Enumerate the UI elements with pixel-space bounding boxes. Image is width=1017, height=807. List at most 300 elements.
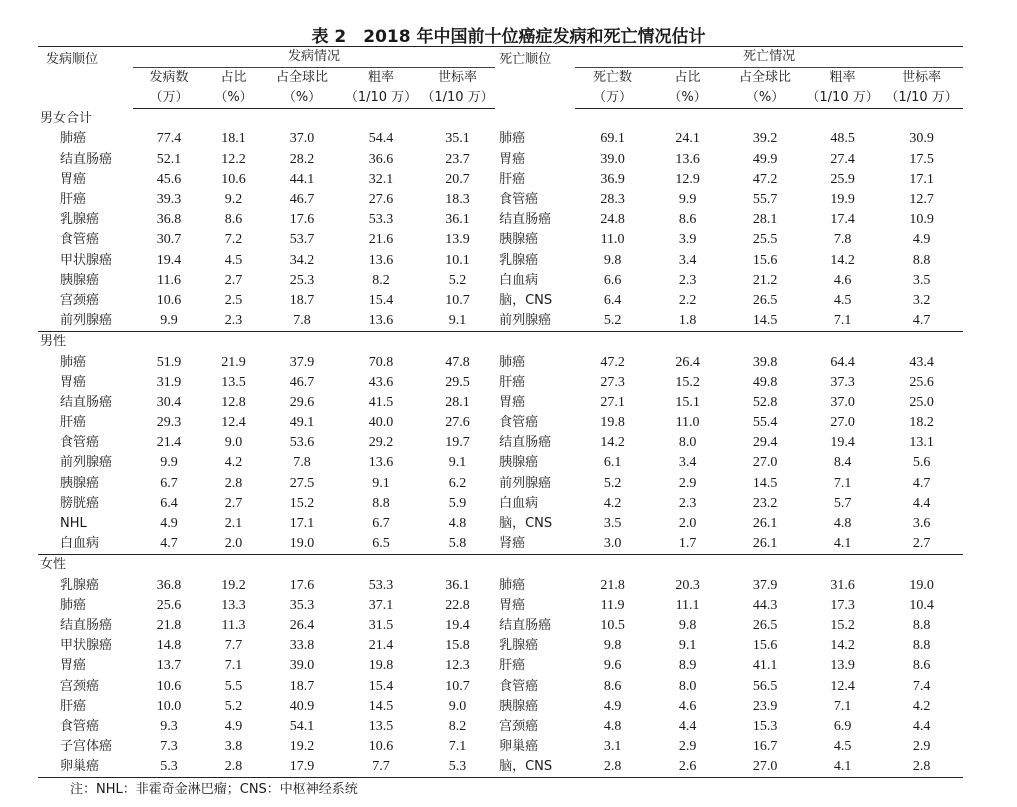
mortality-crude-rate-cell: 15.2 xyxy=(830,617,855,633)
incidence-crude-rate-cell: 53.3 xyxy=(368,212,394,228)
mortality-asr-cell: 4.9 xyxy=(912,232,931,248)
incidence-cancer-cell: 卵巢癌 xyxy=(38,757,133,778)
mortality-share-cell: 2.2 xyxy=(678,292,697,308)
incidence-global-share-cell: 7.8 xyxy=(293,455,311,471)
table-note: 注：NHL：非霍奇金淋巴瘤；CNS：中枢神经系统 xyxy=(70,782,358,797)
incidence-asr-cell: 19.7 xyxy=(445,435,470,451)
incidence-cancer-cell: 胰腺癌 xyxy=(60,272,100,288)
mortality-crude-rate-cell: 27.0 xyxy=(830,415,855,431)
mortality-share-cell: 11.0 xyxy=(675,415,700,431)
incidence-count-cell: 31.9 xyxy=(156,374,182,390)
incidence-crude-rate-cell: 6.5 xyxy=(342,534,420,555)
mortality-crude-rate-cell: 4.5 xyxy=(833,292,852,308)
incidence-global-share-cell: 53.7 xyxy=(289,232,315,248)
table-row xyxy=(38,230,963,250)
mortality-asr-cell: 4.7 xyxy=(912,475,931,491)
incidence-share-cell: 12.2 xyxy=(221,151,246,167)
mortality-global-share-cell: 26.1 xyxy=(725,534,805,555)
mortality-count-cell: 3.5 xyxy=(603,516,622,532)
incidence-share-cell: 21.9 xyxy=(221,354,246,370)
incidence-global-share-cell: 17.1 xyxy=(289,516,315,532)
mortality-crude-rate-cell: 19.4 xyxy=(830,435,855,451)
incidence-share-cell: 13.5 xyxy=(221,374,246,390)
mortality-count-cell: 39.0 xyxy=(600,151,625,167)
incidence-cancer-cell: 甲状腺癌 xyxy=(60,252,113,268)
incidence-global-share-cell: 19.2 xyxy=(289,739,315,755)
mortality-share-cell: 4.4 xyxy=(678,718,697,734)
mortality-col-header-label: 死亡数 xyxy=(593,70,633,86)
incidence-crude-rate-cell: 21.6 xyxy=(368,232,394,248)
table-row xyxy=(38,251,963,271)
incidence-cancer-cell: 乳腺癌 xyxy=(60,212,100,228)
mortality-cancer-cell: 乳腺癌 xyxy=(499,638,539,654)
mortality-share-cell: 8.6 xyxy=(678,212,697,228)
mortality-global-share-cell: 15.6 xyxy=(752,252,778,268)
incidence-count-cell: 51.9 xyxy=(156,354,182,370)
incidence-cancer-cell: 肝癌 xyxy=(60,415,87,431)
mortality-crude-rate-cell: 5.7 xyxy=(833,495,852,511)
mortality-asr-cell: 18.2 xyxy=(909,415,934,431)
incidence-count-cell: 36.8 xyxy=(156,212,182,228)
incidence-share-cell: 3.8 xyxy=(224,739,243,755)
mortality-share-cell: 9.9 xyxy=(678,192,697,208)
incidence-cancer-cell: 子宫体癌 xyxy=(60,739,113,755)
table-title: 表 2 2018 年中国前十位癌症发病和死亡情况估计 xyxy=(311,27,706,47)
mortality-asr-cell: 4.4 xyxy=(912,495,931,511)
incidence-crude-rate-cell: 6.7 xyxy=(372,516,390,532)
mortality-cancer-cell: 脑，CNS xyxy=(499,516,553,532)
incidence-share-cell: 2.3 xyxy=(205,311,262,332)
mortality-asr-cell: 25.0 xyxy=(909,394,934,410)
incidence-crude-rate-cell: 15.4 xyxy=(368,292,394,308)
incidence-count-cell: 10.6 xyxy=(156,678,182,694)
mortality-count-cell: 5.2 xyxy=(603,475,622,491)
section-label: 女性 xyxy=(40,557,67,573)
mortality-crude-rate-cell: 37.0 xyxy=(830,394,855,410)
mortality-share-cell: 15.2 xyxy=(675,374,700,390)
incidence-cancer-cell: 肺癌 xyxy=(60,354,87,370)
table-row xyxy=(38,170,963,190)
mortality-asr-cell: 10.4 xyxy=(909,597,934,613)
incidence-cancer-cell: 宫颈癌 xyxy=(60,678,100,694)
incidence-asr-cell: 19.4 xyxy=(445,617,470,633)
incidence-count-cell: 11.6 xyxy=(157,272,181,288)
incidence-share-cell: 10.6 xyxy=(221,171,246,187)
incidence-col-header-unit: （1/10 万） xyxy=(420,88,495,109)
incidence-crude-rate-cell: 37.1 xyxy=(368,597,394,613)
incidence-count-cell: 10.6 xyxy=(156,292,182,308)
mortality-share-cell: 2.9 xyxy=(678,739,697,755)
incidence-share-cell: 4.5 xyxy=(224,252,243,268)
section-header-row xyxy=(38,555,963,576)
mortality-cancer-cell: 胰腺癌 xyxy=(499,232,539,248)
mortality-global-share-cell: 25.5 xyxy=(752,232,778,248)
incidence-asr-cell: 5.3 xyxy=(420,757,495,778)
incidence-count-cell: 30.4 xyxy=(156,394,182,410)
table-row xyxy=(38,737,963,757)
incidence-share-cell: 2.5 xyxy=(224,292,243,308)
mortality-count-cell: 4.2 xyxy=(603,495,622,511)
mortality-col-header-label: 世标率 xyxy=(902,70,942,86)
incidence-share-cell: 4.2 xyxy=(224,455,243,471)
table-row xyxy=(38,413,963,433)
incidence-crude-rate-cell: 32.1 xyxy=(368,171,394,187)
mortality-share-cell: 15.1 xyxy=(675,394,700,410)
incidence-crude-rate-cell: 40.0 xyxy=(368,415,394,431)
incidence-asr-cell: 9.1 xyxy=(420,311,495,332)
incidence-count-cell: 21.8 xyxy=(156,617,182,633)
incidence-global-share-cell: 54.1 xyxy=(289,718,315,734)
incidence-share-cell: 5.5 xyxy=(224,678,243,694)
incidence-rank-header: 发病顺位 xyxy=(38,47,133,109)
incidence-share-cell: 7.1 xyxy=(224,658,243,674)
incidence-asr-cell: 10.7 xyxy=(445,292,470,308)
incidence-cancer-cell: 结直肠癌 xyxy=(60,617,113,633)
incidence-share-cell: 2.8 xyxy=(224,475,243,491)
incidence-asr-cell: 23.7 xyxy=(445,151,470,167)
mortality-col-header-unit: （1/10 万） xyxy=(805,88,880,109)
mortality-cancer-cell: 脑，CNS xyxy=(499,292,553,308)
incidence-share-cell: 9.0 xyxy=(224,435,243,451)
table-row xyxy=(38,636,963,656)
mortality-crude-rate-cell: 12.4 xyxy=(830,678,855,694)
mortality-share-cell: 8.9 xyxy=(678,658,697,674)
mortality-cancer-cell: 肺癌 xyxy=(499,577,526,593)
mortality-col-header-label: 粗率 xyxy=(829,70,856,86)
mortality-crude-rate-cell: 48.5 xyxy=(830,131,855,147)
mortality-cancer-cell: 肺癌 xyxy=(499,354,526,370)
incidence-global-share-cell: 37.9 xyxy=(289,354,315,370)
incidence-share-cell: 8.6 xyxy=(224,212,243,228)
incidence-crude-rate-cell: 10.6 xyxy=(368,739,394,755)
incidence-asr-cell: 5.9 xyxy=(448,495,467,511)
mortality-global-share-cell: 49.9 xyxy=(752,151,778,167)
mortality-share-cell: 1.7 xyxy=(650,534,725,555)
incidence-count-cell: 45.6 xyxy=(156,171,182,187)
mortality-global-share-cell: 21.2 xyxy=(752,272,778,288)
mortality-cancer-cell: 乳腺癌 xyxy=(499,252,539,268)
mortality-crude-rate-cell: 6.9 xyxy=(833,718,852,734)
mortality-asr-cell: 8.6 xyxy=(912,658,931,674)
mortality-global-share-cell: 52.8 xyxy=(752,394,778,410)
incidence-cancer-cell: 结直肠癌 xyxy=(60,394,113,410)
incidence-global-share-cell: 25.3 xyxy=(289,272,315,288)
incidence-crude-rate-cell: 13.6 xyxy=(342,311,420,332)
incidence-cancer-cell: 食管癌 xyxy=(60,435,100,451)
incidence-asr-cell: 27.6 xyxy=(445,415,470,431)
mortality-asr-cell: 12.7 xyxy=(909,192,934,208)
incidence-col-header-label: 粗率 xyxy=(367,70,394,86)
mortality-cancer-cell: 食管癌 xyxy=(499,415,539,431)
mortality-crude-rate-cell: 7.1 xyxy=(805,311,880,332)
incidence-asr-cell: 29.5 xyxy=(445,374,470,390)
mortality-share-cell: 2.3 xyxy=(678,272,697,288)
incidence-count-cell: 36.8 xyxy=(156,577,182,593)
mortality-crude-rate-cell: 25.9 xyxy=(830,171,855,187)
mortality-crude-rate-cell: 7.1 xyxy=(833,475,852,491)
table-row xyxy=(38,393,963,413)
incidence-cancer-cell: 肝癌 xyxy=(60,698,87,714)
mortality-count-cell: 4.9 xyxy=(603,698,622,714)
mortality-asr-cell: 2.7 xyxy=(880,534,963,555)
mortality-cancer-cell: 卵巢癌 xyxy=(499,739,539,755)
mortality-cancer-cell: 肾癌 xyxy=(495,534,575,555)
table-row xyxy=(38,616,963,636)
incidence-count-cell: 19.4 xyxy=(156,252,182,268)
mortality-global-share-cell: 15.6 xyxy=(752,638,778,654)
section-header-row xyxy=(38,332,963,353)
mortality-crude-rate-cell: 8.4 xyxy=(833,455,852,471)
mortality-count-cell: 47.2 xyxy=(600,354,625,370)
mortality-asr-cell: 4.2 xyxy=(912,698,931,714)
table-row xyxy=(38,474,963,494)
mortality-asr-cell: 4.4 xyxy=(912,718,931,734)
mortality-global-share-cell: 56.5 xyxy=(752,678,778,694)
mortality-count-cell: 8.6 xyxy=(603,678,622,694)
incidence-share-cell: 4.9 xyxy=(224,718,243,734)
incidence-global-share-cell: 29.6 xyxy=(289,394,315,410)
incidence-crude-rate-cell: 29.2 xyxy=(368,435,394,451)
incidence-count-cell: 29.3 xyxy=(156,415,182,431)
incidence-global-share-cell: 44.1 xyxy=(289,171,315,187)
incidence-asr-cell: 7.1 xyxy=(448,739,467,755)
incidence-count-cell: 10.0 xyxy=(156,698,182,714)
mortality-col-header-unit: （%） xyxy=(725,88,805,109)
mortality-share-cell: 3.4 xyxy=(678,252,697,268)
incidence-col-header-label: 占全球比 xyxy=(275,70,328,86)
mortality-asr-cell: 19.0 xyxy=(909,577,934,593)
mortality-asr-cell: 2.9 xyxy=(912,739,931,755)
mortality-crude-rate-cell: 7.1 xyxy=(833,698,852,714)
mortality-count-cell: 36.9 xyxy=(600,171,625,187)
incidence-cancer-cell: NHL xyxy=(60,516,87,532)
table-row xyxy=(38,291,963,311)
incidence-share-cell: 2.7 xyxy=(224,495,243,511)
incidence-global-share-cell: 33.8 xyxy=(289,638,315,654)
mortality-cancer-cell: 胰腺癌 xyxy=(499,698,539,714)
section-label: 男女合计 xyxy=(40,111,93,127)
incidence-global-share-cell: 34.2 xyxy=(289,252,315,268)
mortality-global-share-cell: 39.2 xyxy=(752,131,778,147)
mortality-cancer-cell: 肝癌 xyxy=(499,374,526,390)
mortality-global-share-cell: 16.7 xyxy=(752,739,778,755)
table-row xyxy=(38,373,963,393)
incidence-col-header-label: 发病数 xyxy=(149,70,189,86)
table-row xyxy=(38,514,963,534)
incidence-global-share-cell: 15.2 xyxy=(289,495,315,511)
incidence-count-cell: 9.9 xyxy=(133,311,205,332)
incidence-count-cell: 13.7 xyxy=(156,658,182,674)
mortality-global-share-cell: 55.7 xyxy=(752,192,778,208)
incidence-crude-rate-cell: 54.4 xyxy=(368,131,394,147)
mortality-cancer-cell: 胃癌 xyxy=(499,597,526,613)
incidence-global-share-cell: 46.7 xyxy=(289,192,315,208)
mortality-share-cell: 2.9 xyxy=(678,475,697,491)
incidence-crude-rate-cell: 70.8 xyxy=(368,354,394,370)
incidence-asr-cell: 22.8 xyxy=(445,597,470,613)
table-row xyxy=(38,717,963,737)
incidence-crude-rate-cell: 13.6 xyxy=(368,455,394,471)
mortality-global-share-cell: 28.1 xyxy=(752,212,778,228)
mortality-count-cell: 27.3 xyxy=(600,374,625,390)
mortality-asr-cell: 4.7 xyxy=(880,311,963,332)
incidence-crude-rate-cell: 13.5 xyxy=(368,718,394,734)
mortality-share-cell: 3.4 xyxy=(678,455,697,471)
incidence-asr-cell: 35.1 xyxy=(445,131,470,147)
mortality-cancer-cell: 前列腺癌 xyxy=(499,475,552,491)
incidence-cancer-cell: 甲状腺癌 xyxy=(60,638,113,654)
incidence-asr-cell: 12.3 xyxy=(445,658,470,674)
incidence-group-header: 发病情况 xyxy=(133,47,495,68)
incidence-cancer-cell: 肝癌 xyxy=(60,192,87,208)
incidence-count-cell: 14.8 xyxy=(156,638,182,654)
mortality-crude-rate-cell: 14.2 xyxy=(830,252,855,268)
mortality-crude-rate-cell: 4.5 xyxy=(833,739,852,755)
mortality-share-cell: 20.3 xyxy=(675,577,700,593)
incidence-asr-cell: 10.7 xyxy=(445,678,470,694)
incidence-asr-cell: 15.8 xyxy=(445,638,470,654)
mortality-asr-cell: 5.6 xyxy=(912,455,931,471)
incidence-global-share-cell: 35.3 xyxy=(289,597,315,613)
mortality-cancer-cell: 食管癌 xyxy=(499,678,539,694)
incidence-global-share-cell: 18.7 xyxy=(289,292,315,308)
mortality-count-cell: 11.9 xyxy=(600,597,625,613)
incidence-asr-cell: 8.2 xyxy=(448,718,467,734)
incidence-count-cell: 6.4 xyxy=(160,495,178,511)
incidence-cancer-cell: 胃癌 xyxy=(60,374,87,390)
mortality-col-header-label: 占全球比 xyxy=(739,70,792,86)
mortality-count-cell: 9.8 xyxy=(603,638,622,654)
incidence-global-share-cell: 7.8 xyxy=(262,311,342,332)
mortality-global-share-cell: 47.2 xyxy=(752,171,778,187)
incidence-count-cell: 25.6 xyxy=(156,597,182,613)
incidence-asr-cell: 13.9 xyxy=(445,232,470,248)
mortality-global-share-cell: 37.9 xyxy=(752,577,778,593)
mortality-share-cell: 9.1 xyxy=(678,638,697,654)
mortality-crude-rate-cell: 14.2 xyxy=(830,638,855,654)
mortality-share-cell: 24.1 xyxy=(675,131,700,147)
table-row xyxy=(38,494,963,514)
incidence-crude-rate-cell: 19.8 xyxy=(368,658,394,674)
incidence-asr-cell: 6.2 xyxy=(448,475,467,491)
incidence-global-share-cell: 53.6 xyxy=(289,435,315,451)
incidence-asr-cell: 9.0 xyxy=(448,698,467,714)
table-row xyxy=(38,534,963,555)
mortality-crude-rate-cell: 17.3 xyxy=(830,597,855,613)
incidence-count-cell: 9.3 xyxy=(160,718,178,734)
mortality-global-share-cell: 14.5 xyxy=(752,475,778,491)
table-row xyxy=(38,576,963,596)
mortality-crude-rate-cell: 4.1 xyxy=(805,534,880,555)
mortality-cancer-cell: 白血病 xyxy=(499,495,539,511)
mortality-asr-cell: 25.6 xyxy=(909,374,934,390)
mortality-share-cell: 8.0 xyxy=(678,678,697,694)
incidence-count-cell: 21.4 xyxy=(156,435,182,451)
incidence-global-share-cell: 17.6 xyxy=(289,212,315,228)
mortality-crude-rate-cell: 31.6 xyxy=(830,577,855,593)
mortality-cancer-cell: 前列腺癌 xyxy=(495,311,575,332)
incidence-crude-rate-cell: 31.5 xyxy=(368,617,394,633)
mortality-share-cell: 13.6 xyxy=(675,151,700,167)
mortality-crude-rate-cell: 4.6 xyxy=(833,272,852,288)
incidence-asr-cell: 4.8 xyxy=(448,516,467,532)
incidence-cancer-cell: 乳腺癌 xyxy=(60,577,100,593)
mortality-share-cell: 9.8 xyxy=(678,617,697,633)
mortality-count-cell: 9.8 xyxy=(603,252,622,268)
mortality-count-cell: 28.3 xyxy=(600,192,625,208)
incidence-cancer-cell: 宫颈癌 xyxy=(60,292,100,308)
mortality-crude-rate-cell: 17.4 xyxy=(830,212,855,228)
mortality-count-cell: 10.5 xyxy=(600,617,625,633)
cancer-statistics-table xyxy=(38,46,963,778)
mortality-cancer-cell: 肺癌 xyxy=(499,131,526,147)
incidence-global-share-cell: 19.0 xyxy=(262,534,342,555)
mortality-asr-cell: 17.1 xyxy=(909,171,934,187)
incidence-crude-rate-cell: 41.5 xyxy=(368,394,394,410)
incidence-crude-rate-cell: 14.5 xyxy=(368,698,394,714)
mortality-global-share-cell: 23.2 xyxy=(752,495,778,511)
mortality-asr-cell: 8.8 xyxy=(912,638,931,654)
incidence-global-share-cell: 37.0 xyxy=(289,131,315,147)
mortality-share-cell: 2.6 xyxy=(650,757,725,778)
mortality-count-cell: 5.2 xyxy=(575,311,650,332)
mortality-share-cell: 2.0 xyxy=(678,516,697,532)
table-row xyxy=(38,656,963,676)
mortality-share-cell: 2.3 xyxy=(678,495,697,511)
table-row xyxy=(38,433,963,453)
mortality-global-share-cell: 26.5 xyxy=(752,292,778,308)
incidence-crude-rate-cell: 7.7 xyxy=(342,757,420,778)
mortality-global-share-cell: 26.5 xyxy=(752,617,778,633)
incidence-cancer-cell: 食管癌 xyxy=(60,718,100,734)
mortality-share-cell: 11.1 xyxy=(675,597,700,613)
incidence-cancer-cell: 白血病 xyxy=(38,534,133,555)
mortality-crude-rate-cell: 64.4 xyxy=(830,354,855,370)
mortality-global-share-cell: 14.5 xyxy=(725,311,805,332)
mortality-count-cell: 9.6 xyxy=(603,658,622,674)
mortality-share-cell: 12.9 xyxy=(675,171,700,187)
incidence-asr-cell: 5.8 xyxy=(420,534,495,555)
incidence-asr-cell: 10.1 xyxy=(445,252,470,268)
section-header-row xyxy=(38,109,963,130)
incidence-asr-cell: 18.3 xyxy=(445,192,470,208)
incidence-crude-rate-cell: 13.6 xyxy=(368,252,394,268)
mortality-asr-cell: 17.5 xyxy=(909,151,934,167)
mortality-cancer-cell: 胃癌 xyxy=(499,394,526,410)
mortality-cancer-cell: 白血病 xyxy=(499,272,539,288)
mortality-global-share-cell: 15.3 xyxy=(752,718,778,734)
mortality-asr-cell: 30.9 xyxy=(909,131,934,147)
incidence-col-header-unit: （%） xyxy=(205,88,262,109)
incidence-count-cell: 9.9 xyxy=(160,455,178,471)
mortality-crude-rate-cell: 7.8 xyxy=(833,232,852,248)
incidence-global-share-cell: 46.7 xyxy=(289,374,315,390)
mortality-asr-cell: 8.8 xyxy=(912,617,931,633)
incidence-count-cell: 30.7 xyxy=(156,232,182,248)
mortality-global-share-cell: 39.8 xyxy=(752,354,778,370)
incidence-cancer-cell: 肺癌 xyxy=(60,131,87,147)
mortality-count-cell: 21.8 xyxy=(600,577,625,593)
table-row xyxy=(38,757,963,778)
mortality-count-cell: 6.1 xyxy=(603,455,622,471)
incidence-asr-cell: 20.7 xyxy=(445,171,470,187)
incidence-crude-rate-cell: 43.6 xyxy=(368,374,394,390)
table-row xyxy=(38,150,963,170)
mortality-count-cell: 24.8 xyxy=(600,212,625,228)
table-row xyxy=(38,676,963,696)
mortality-asr-cell: 10.9 xyxy=(909,212,934,228)
mortality-rank-header: 死亡顺位 xyxy=(495,47,575,109)
